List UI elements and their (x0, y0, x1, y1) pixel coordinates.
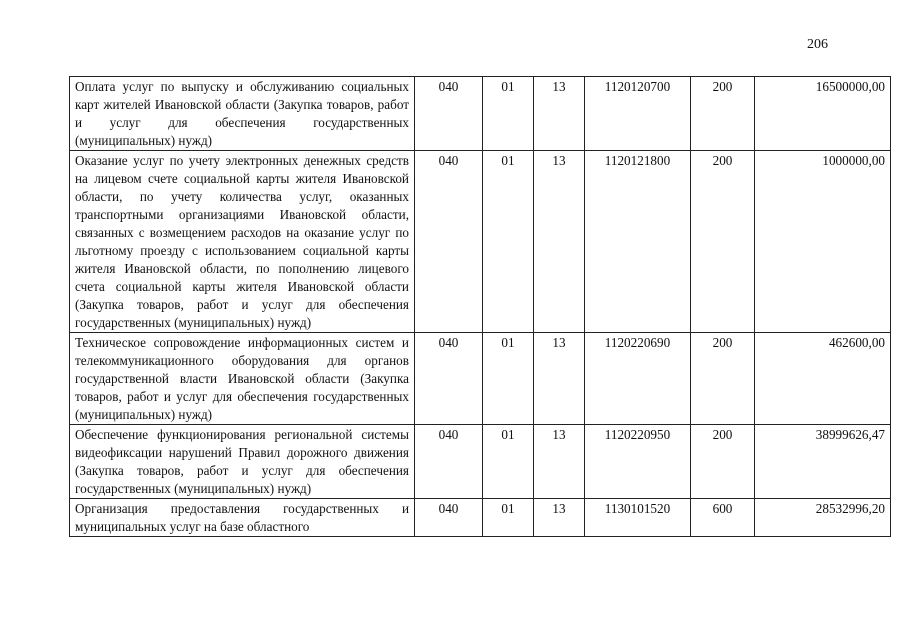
amount-value: 16500000,00 (755, 77, 891, 151)
budget-table (69, 76, 891, 537)
row-description: Обеспечение функционирования региональной системы видеофиксации нарушений Правил дорожного движения (Закупка товаров, работ и услуг для обеспечения государственных (муниципальных) нужд) (70, 425, 415, 499)
section-code: 01 (483, 333, 534, 425)
subsection-code: 13 (534, 77, 585, 151)
page-number: 206 (807, 37, 828, 52)
ministry-code: 040 (415, 333, 483, 425)
expense-type-code: 200 (691, 151, 755, 333)
row-description: Техническое сопровождение информационных систем и телекоммуникационного оборудования для органов государственной власти Ивановской области (Закупка товаров, работ и услуг для обеспечения государственных (муниципальных) нужд) (70, 333, 415, 425)
ministry-code: 040 (415, 499, 483, 537)
amount-value: 28532996,20 (755, 499, 891, 537)
row-description: Оказание услуг по учету электронных денежных средств на лицевом счете социальной карты жителя Ивановской области, по учету количества услуг, оказанных транспортными организациями Ивановской области, связанных с возмещением расходов на оказание услуг по льготному проезду с использованием социальной карты жителя Ивановской области, по пополнению лицевого счета социальной карты жителя Ивановской области (Закупка товаров, работ и услуг для обеспечения государственных (муниципальных) нужд) (70, 151, 415, 333)
section-code: 01 (483, 425, 534, 499)
ministry-code: 040 (415, 77, 483, 151)
target-article-code: 1120220950 (585, 425, 691, 499)
expense-type-code: 600 (691, 499, 755, 537)
ministry-code: 040 (415, 425, 483, 499)
amount-value: 462600,00 (755, 333, 891, 425)
amount-value: 1000000,00 (755, 151, 891, 333)
expense-type-code: 200 (691, 333, 755, 425)
subsection-code: 13 (534, 151, 585, 333)
table-row (70, 499, 891, 537)
target-article-code: 1120220690 (585, 333, 691, 425)
target-article-code: 1120121800 (585, 151, 691, 333)
row-description: Организация предоставления государственных и муниципальных услуг на базе областного (70, 499, 415, 537)
subsection-code: 13 (534, 425, 585, 499)
section-code: 01 (483, 77, 534, 151)
table-row (70, 151, 891, 333)
expense-type-code: 200 (691, 77, 755, 151)
amount-value: 38999626,47 (755, 425, 891, 499)
row-description: Оплата услуг по выпуску и обслуживанию социальных карт жителей Ивановской области (Закупка товаров, работ и услуг для обеспечения государственных (муниципальных) нужд) (70, 77, 415, 151)
subsection-code: 13 (534, 333, 585, 425)
table-row (70, 425, 891, 499)
section-code: 01 (483, 499, 534, 537)
subsection-code: 13 (534, 499, 585, 537)
table-row (70, 333, 891, 425)
table-row (70, 77, 891, 151)
target-article-code: 1120120700 (585, 77, 691, 151)
ministry-code: 040 (415, 151, 483, 333)
expense-type-code: 200 (691, 425, 755, 499)
target-article-code: 1130101520 (585, 499, 691, 537)
section-code: 01 (483, 151, 534, 333)
